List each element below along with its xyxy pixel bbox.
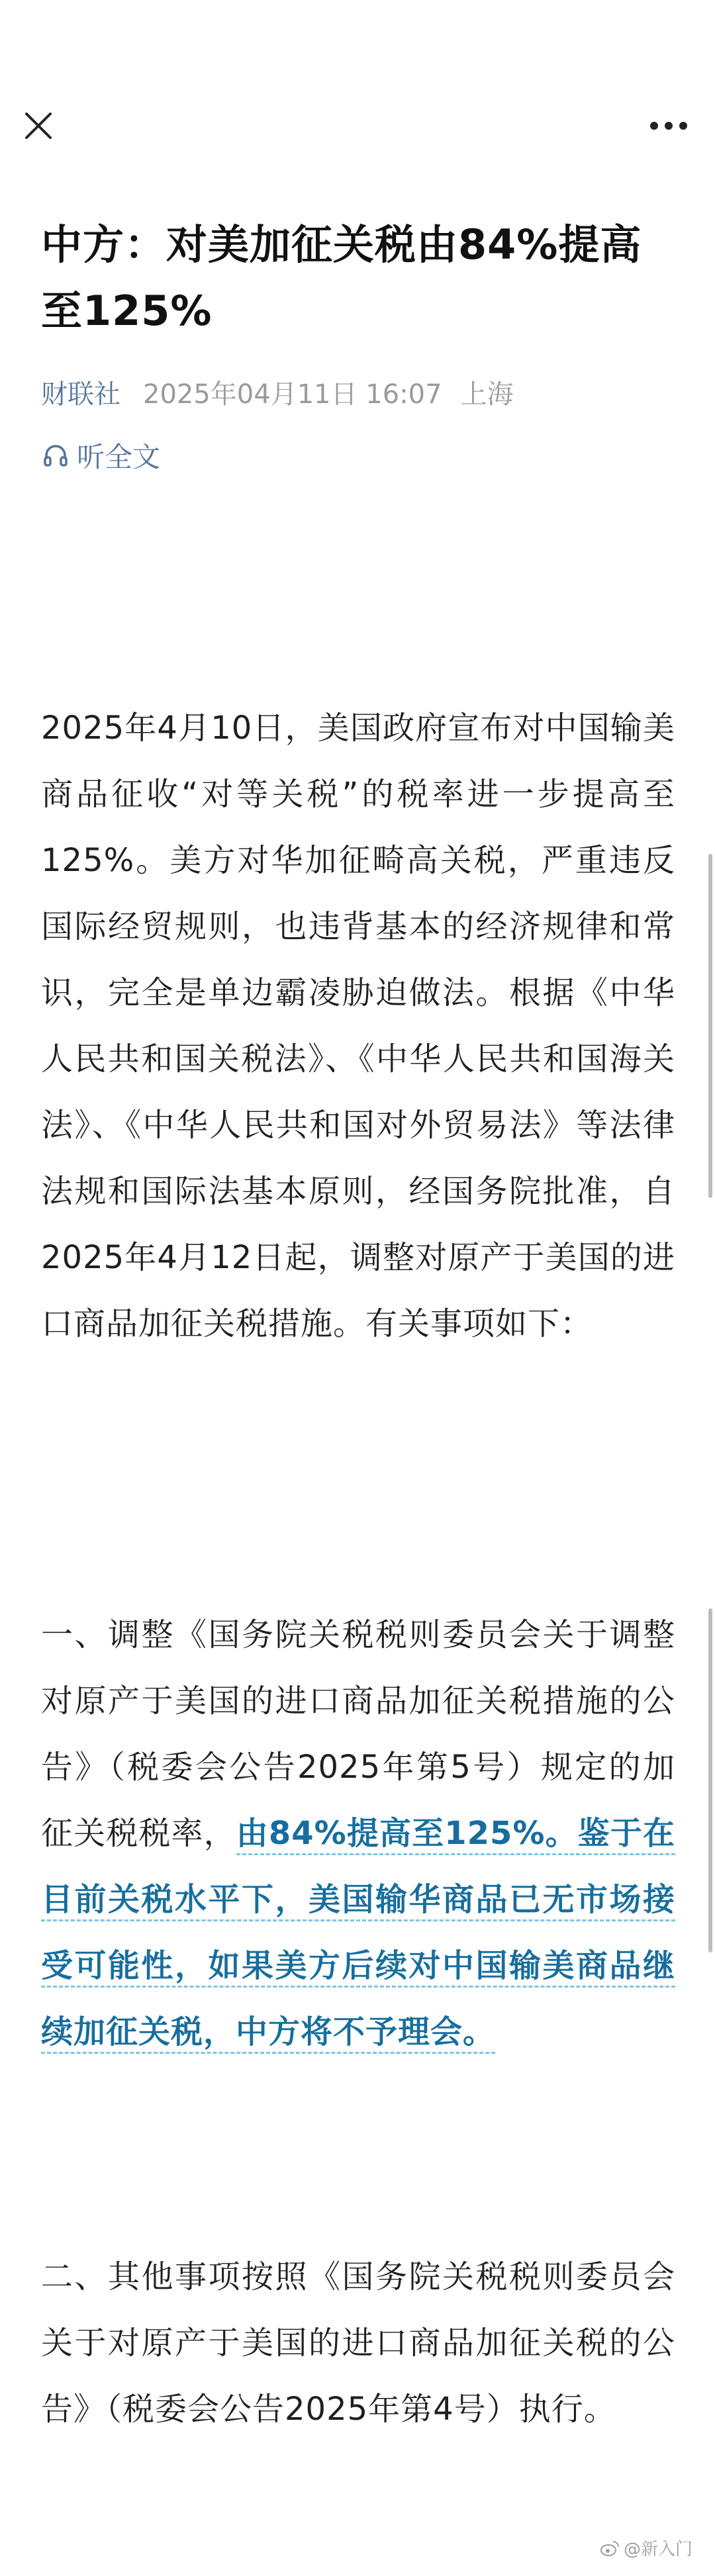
article-title: 中方：对美加征关税由84%提高至125% (41, 220, 642, 335)
article-paragraph-3: 二、其他事项按照《国务院关税税则委员会关于对原产于美国的进口商品加征关税的公告》（税委会公告2025年第4号）执行。 (41, 2258, 675, 2428)
more-options-button[interactable] (642, 106, 695, 146)
listen-label: 听全文 (77, 441, 161, 473)
scrollbar-thumb[interactable] (708, 854, 712, 1198)
article-datetime: 2025年04月11日 16:07 (143, 379, 442, 410)
more-horizontal-icon (649, 120, 689, 131)
article-paragraph-2 (41, 1602, 675, 2065)
article-paragraph-1: 2025年4月10日，美国政府宣布对中国输美商品征收“对等关税”的税率进一步提高至125%。美方对华加征畸高关税，严重违反国际经贸规则，也违背基本的经济规律和常识，完全是单边霸凌胁迫做法。根据《中华人民共和国关税法》、《中华人民共和国海关法》、《中华人民共和国对外贸易法》等法律法规和国际法基本原则，经国务院批准，自2025年4月12日起，调整对原产于美国的进口商品加征关税措施。有关事项如下： (41, 710, 675, 1342)
paragraph-2-text: 一、调整《国务院关税税则委员会关于调整对原产于美国的进口商品加征关税措施的公告》（税委会公告2025年第5号）规定的加征关税税率， (41, 1616, 675, 1852)
top-bar (0, 93, 715, 159)
highlighted-statement: 由84%提高至125%。鉴于在目前关税水平下，美国输华商品已无市场接受可能性，如果美方后续对中国输美商品继续加征关税，中方将不予理会。 (41, 1815, 675, 2054)
article-meta (41, 372, 514, 412)
watermark-text: @新入门 (623, 2540, 692, 2559)
close-icon (23, 111, 54, 141)
weibo-watermark (600, 2536, 692, 2560)
article-location: 上海 (460, 379, 514, 410)
scrollbar-thumb-lower[interactable] (708, 1608, 712, 1953)
weibo-logo-icon (600, 2540, 620, 2557)
close-button[interactable] (19, 106, 58, 146)
article-source-link[interactable]: 财联社 (41, 379, 120, 410)
listen-full-text-button[interactable] (41, 436, 160, 475)
headphone-icon (41, 441, 70, 470)
